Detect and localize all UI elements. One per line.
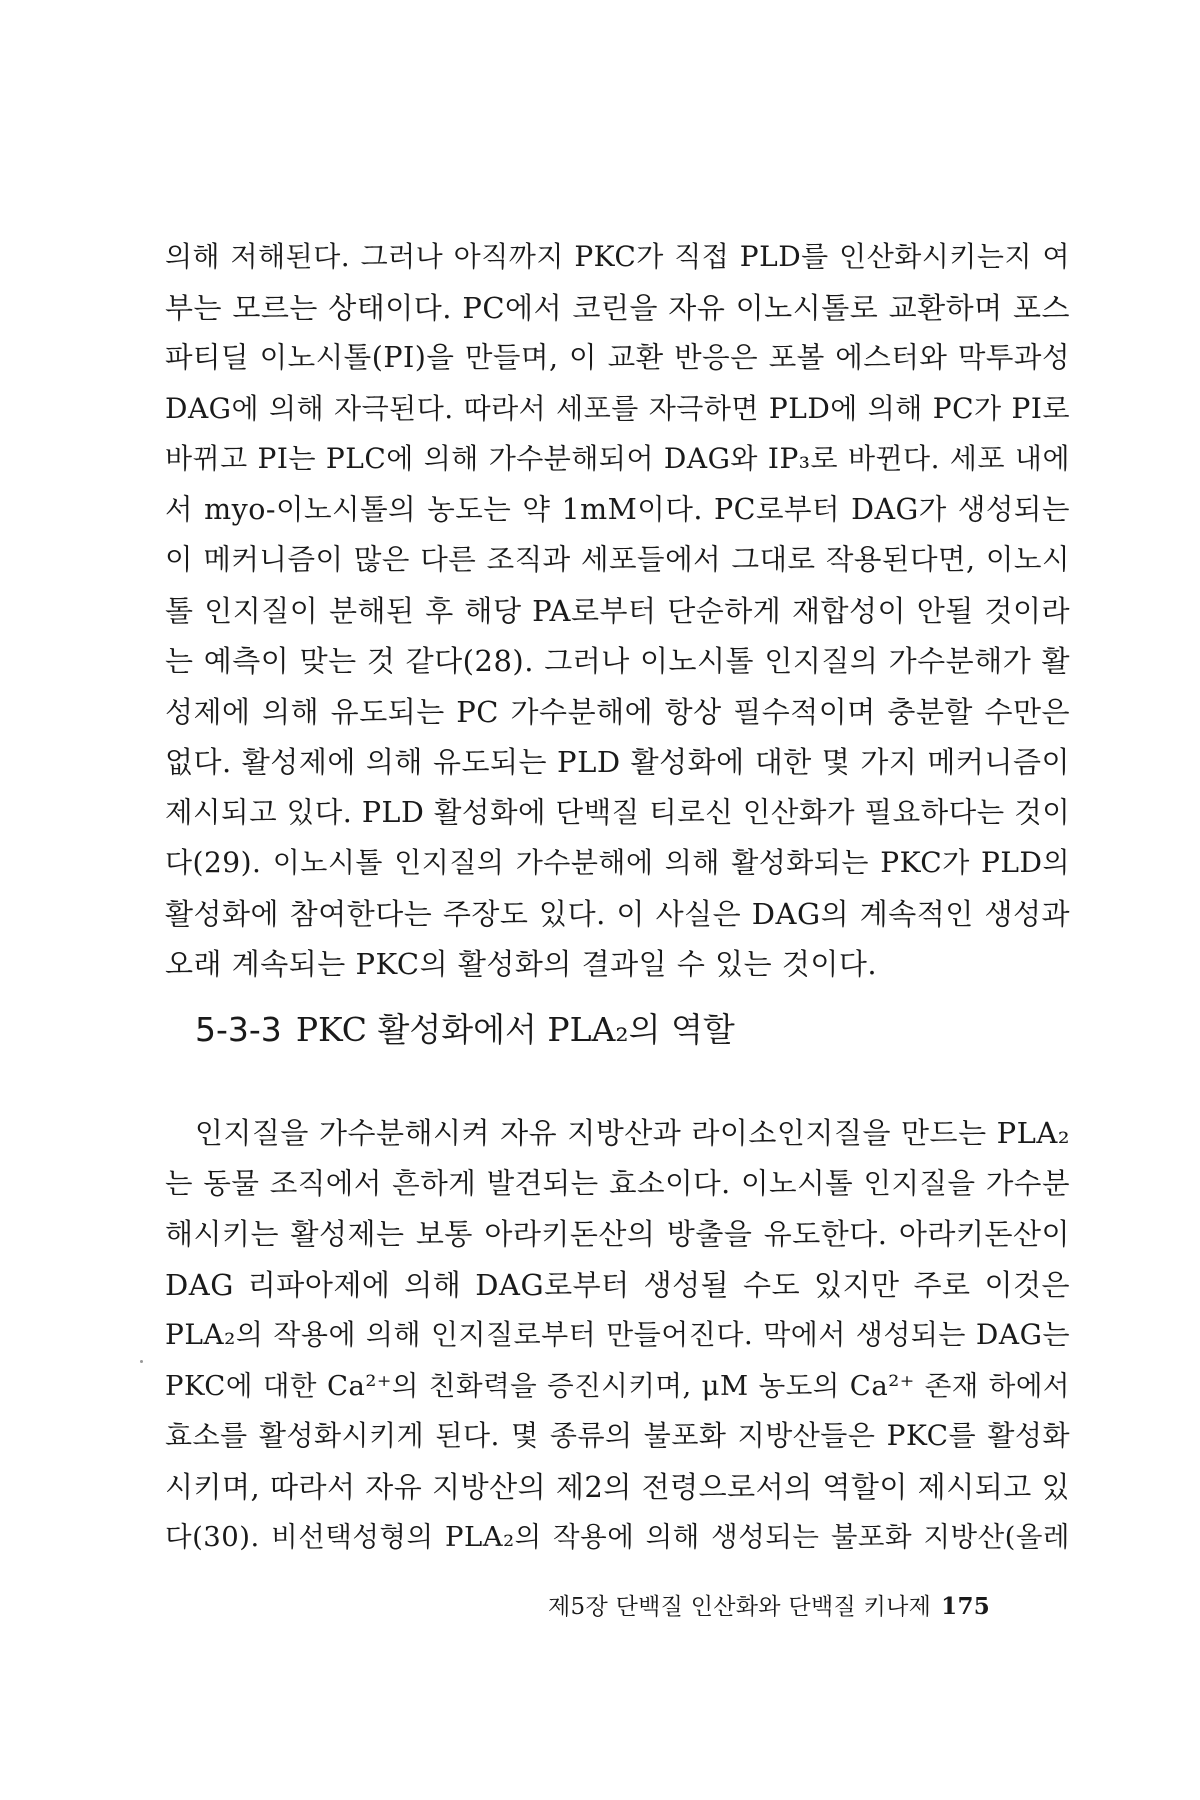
text-line: 이 메커니즘이 많은 다른 조직과 세포들에서 그대로 작용된다면, 이노시	[165, 543, 1070, 576]
text-line: DAG 리파아제에 의해 DAG로부터 생성될 수도 있지만 주로 이것은	[165, 1267, 1070, 1302]
section-heading	[195, 1010, 735, 1050]
text-line: 효소를 활성화시키게 된다. 몇 종류의 불포화 지방산들은 PKC를 활성화	[165, 1419, 1070, 1452]
chapter-title: 제5장 단백질 인산화와 단백질 키나제	[548, 1594, 932, 1620]
text-line: PLA₂의 작용에 의해 인지질로부터 만들어진다. 막에서 생성되는 DAG는	[165, 1318, 1070, 1351]
body-paragraph-2	[165, 1108, 1070, 1563]
text-line: 인지질을 가수분해시켜 자유 지방산과 라이소인지질을 만드는 PLA₂	[165, 1116, 1070, 1150]
text-line: 해시키는 활성제는 보통 아라키돈산의 방출을 유도한다. 아라키돈산이	[165, 1217, 1070, 1251]
section-title: PKC 활성화에서 PLA₂의 역할	[295, 1010, 735, 1049]
text-line: 부는 모르는 상태이다. PC에서 코린을 자유 이노시톨로 교환하며 포스	[165, 290, 1070, 325]
text-line: 서 myo-이노시톨의 농도는 약 1mM이다. PC로부터 DAG가 생성되는	[165, 492, 1070, 526]
text-line: 오래 계속되는 PKC의 활성화의 결과일 수 있는 것이다.	[165, 947, 878, 981]
text-line: 는 동물 조직에서 흔하게 발견되는 효소이다. 이노시톨 인지질을 가수분	[165, 1166, 1070, 1200]
page-number: 175	[941, 1593, 991, 1620]
text-line: 활성화에 참여한다는 주장도 있다. 이 사실은 DAG의 계속적인 생성과	[165, 896, 1070, 931]
text-line: 제시되고 있다. PLD 활성화에 단백질 티로신 인산화가 필요하다는 것이	[165, 795, 1071, 829]
text-line: 톨 인지질이 분해된 후 해당 PA로부터 단순하게 재합성이 안될 것이라	[165, 593, 1070, 628]
text-line: 성제에 의해 유도되는 PC 가수분해에 항상 필수적이며 충분할 수만은	[165, 694, 1070, 729]
body-paragraph-1	[165, 232, 1070, 990]
text-line: 바뀌고 PI는 PLC에 의해 가수분해되어 DAG와 IP₃로 바뀐다. 세포 내에	[165, 442, 1070, 475]
text-line: 파티딜 이노시톨(PI)을 만들며, 이 교환 반응은 포볼 에스터와 막투과성	[165, 341, 1070, 374]
text-line: 없다. 활성제에 의해 유도되는 PLD 활성화에 대한 몇 가지 메커니즘이	[165, 745, 1070, 779]
text-line: DAG에 의해 자극된다. 따라서 세포를 자극하면 PLD에 의해 PC가 PI로	[165, 391, 1070, 425]
section-number: 5-3-3	[195, 1010, 282, 1049]
text-line: PKC에 대한 Ca²⁺의 친화력을 증진시키며, μM 농도의 Ca²⁺ 존재 하에서	[165, 1369, 1070, 1402]
text-line: 의해 저해된다. 그러나 아직까지 PKC가 직접 PLD를 인산화시키는지 여	[165, 240, 1070, 273]
margin-dot	[140, 1360, 143, 1363]
page-footer	[548, 1592, 990, 1622]
text-line: 시키며, 따라서 자유 지방산의 제2의 전령으로서의 역할이 제시되고 있	[165, 1469, 1070, 1504]
text-line: 다(29). 이노시톨 인지질의 가수분해에 의해 활성화되는 PKC가 PLD의	[165, 846, 1070, 879]
text-line: 는 예측이 맞는 것 같다(28). 그러나 이노시톨 인지질의 가수분해가 활	[165, 644, 1070, 678]
text-line: 다(30). 비선택성형의 PLA₂의 작용에 의해 생성되는 불포화 지방산(올레	[165, 1521, 1070, 1553]
